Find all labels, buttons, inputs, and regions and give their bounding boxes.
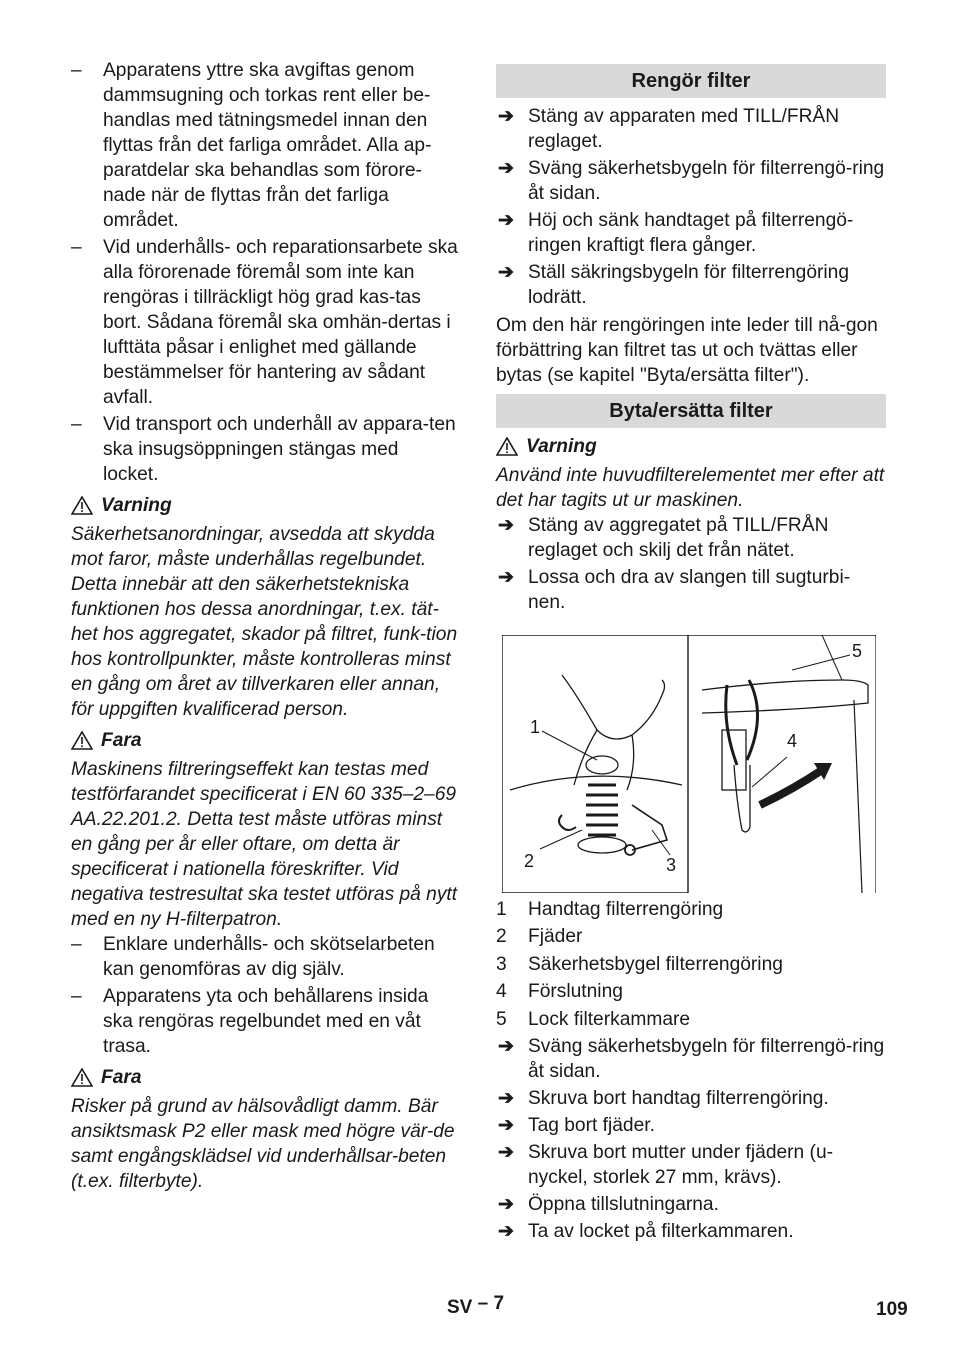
step-text: Höj och sänk handtaget på filterrengö-ringen kraftigt flera gånger. xyxy=(528,210,854,256)
step-item xyxy=(496,1140,886,1190)
warning-text-replace: Använd inte huvudfilterelementet mer efter att det har tagits ut ur maskinen. xyxy=(496,465,885,511)
list-item xyxy=(71,58,459,233)
replace-filter-steps-b xyxy=(496,1034,886,1244)
legend-item xyxy=(496,979,886,1004)
clean-filter-note: Om den här rengöringen inte leder till nå-gon förbättring kan filtret tas ut och tvättas eller bytas (se kapitel "Byta/ersätta filter"). xyxy=(496,315,878,386)
clean-filter-steps xyxy=(496,104,886,310)
danger-title-2: Fara xyxy=(101,1067,142,1088)
filter-diagram-image xyxy=(502,635,876,893)
section-heading-clean-filter: Rengör filter xyxy=(496,64,886,98)
figure-legend xyxy=(496,897,886,1032)
legend-item xyxy=(496,924,886,949)
step-text: Sväng säkerhetsbygeln för filterrengö-ring åt sidan. xyxy=(528,158,885,204)
step-text: Stäng av aggregatet på TILL/FRÅN reglaget och skilj det från nätet. xyxy=(528,515,829,561)
arrow-icon: ➔ xyxy=(498,262,515,283)
dash-bullet: – xyxy=(71,414,82,435)
legend-number: 4 xyxy=(496,981,507,1003)
step-item xyxy=(496,1192,886,1217)
arrow-icon: ➔ xyxy=(498,1220,515,1242)
left-column xyxy=(71,58,459,1194)
list-item-text: Enklare underhålls- och skötselarbeten kan genomföras av dig själv. xyxy=(103,934,435,980)
step-text: Öppna tillslutningarna. xyxy=(528,1193,719,1215)
footer-language-ref xyxy=(447,1293,505,1319)
legend-text: Fjäder xyxy=(528,926,583,948)
section-heading-replace-filter: Byta/ersätta filter xyxy=(496,394,886,428)
step-text: Lossa och dra av slangen till sugturbi-nen. xyxy=(528,567,851,613)
callout-3: 3 xyxy=(666,855,677,875)
legend-text: Handtag filterrengöring xyxy=(528,899,724,920)
maintenance-list-2 xyxy=(71,932,459,1059)
warning-triangle-icon xyxy=(71,1068,93,1087)
step-text: Skruva bort mutter under fjädern (u-nyckel, storlek 27 mm, krävs). xyxy=(528,1141,834,1188)
step-item xyxy=(496,1113,886,1138)
step-item xyxy=(496,208,886,258)
step-text: Ställ säkringsbygeln för filterrengöring lodrätt. xyxy=(528,262,850,308)
arrow-icon: ➔ xyxy=(498,1193,515,1215)
callout-1: 1 xyxy=(530,717,541,737)
arrow-icon: ➔ xyxy=(498,1035,515,1057)
callout-2: 2 xyxy=(524,851,535,871)
step-text: Tag bort fjäder. xyxy=(528,1114,655,1136)
legend-number: 2 xyxy=(496,926,507,948)
dash-bullet: – xyxy=(71,986,82,1007)
warning-title: Varning xyxy=(101,495,172,516)
dash-bullet: – xyxy=(71,934,82,955)
list-item xyxy=(71,984,459,1059)
dash-bullet: – xyxy=(71,237,82,258)
legend-item xyxy=(496,897,886,922)
list-item-text: Vid underhålls- och reparationsarbete ska alla förorenade föremål som inte kan rengöras i tillräckligt hög grad kas-tas bort. Sådana föremål ska omhän-dertas i lufttäta påsar i enlighet med gällande bestämmelser för hantering av sådant avfall. xyxy=(103,237,458,408)
step-item xyxy=(496,1086,886,1111)
right-column xyxy=(496,64,886,1246)
list-item xyxy=(71,235,459,410)
step-item xyxy=(496,1034,886,1084)
step-item xyxy=(496,513,886,563)
legend-item xyxy=(496,1007,886,1032)
step-item xyxy=(496,260,886,310)
filter-illustration xyxy=(502,635,876,893)
legend-item xyxy=(496,952,886,977)
step-item xyxy=(496,565,886,615)
danger-text: Maskinens filtreringseffekt kan testas med testförfarandet specificerat i EN 60 335–2–69 AA.22.201.2. Detta test måste utföras minst en gång per år eller oftare, om detta är specificerat i nationella föreskrifter. Vid negativa testresultat ska testet utföras på nytt med en ny H-filterpatron. xyxy=(71,759,458,930)
list-item-text: Vid transport och underhåll av appara-ten ska insugsöppningen stängas med locket. xyxy=(103,414,456,485)
legend-text: Förslutning xyxy=(528,981,623,1003)
maintenance-list-1 xyxy=(71,58,459,487)
step-text: Skruva bort handtag filterrengöring. xyxy=(528,1087,829,1109)
legend-number: 1 xyxy=(496,899,507,920)
arrow-icon: ➔ xyxy=(498,1087,515,1109)
warning-text: Säkerhetsanordningar, avsedda att skydda mot faror, måste underhållas regelbundet. Detta innebär att den säkerhetstekniska funktionen hos dessa anordningar, t.ex. tät-het hos aggregatet, skador på filtret, funk-tion hos kontrollpunkter, måste kontrolleras minst en gång om året av tillverkaren eller annan, för uppgiften kvalificerad person. xyxy=(71,524,458,720)
arrow-icon: ➔ xyxy=(498,1141,515,1163)
legend-text: Säkerhetsbygel filterrengöring xyxy=(528,953,783,975)
callout-5: 5 xyxy=(852,641,863,661)
warning-title-replace: Varning xyxy=(526,436,597,457)
dash-bullet: – xyxy=(71,60,82,81)
warning-triangle-icon xyxy=(71,731,93,750)
step-text: Ta av locket på filterkammaren. xyxy=(528,1220,794,1242)
arrow-icon: ➔ xyxy=(498,106,515,127)
list-item xyxy=(71,932,459,982)
danger-heading xyxy=(71,728,459,753)
arrow-icon: ➔ xyxy=(498,567,515,588)
footer-page-ref: – 7 xyxy=(477,1293,505,1314)
arrow-icon: ➔ xyxy=(498,1114,515,1136)
warning-heading xyxy=(71,493,459,518)
warning-triangle-icon xyxy=(71,496,93,515)
legend-number: 5 xyxy=(496,1008,507,1030)
step-item xyxy=(496,156,886,206)
arrow-icon: ➔ xyxy=(498,515,515,536)
list-item-text: Apparatens yta och behållarens insida ska rengöras regelbundet med en våt trasa. xyxy=(103,986,429,1057)
danger-text-2: Risker på grund av hälsovådligt damm. Bär ansiktsmask P2 eller mask med högre vär-de samt engångsklädsel vid underhållsar-beten (t.ex. filterbyte). xyxy=(71,1096,455,1192)
page-number: 109 xyxy=(876,1299,908,1320)
warning-heading-replace xyxy=(496,434,886,459)
step-item xyxy=(496,104,886,154)
arrow-icon: ➔ xyxy=(498,210,515,231)
step-text: Stäng av apparaten med TILL/FRÅN reglaget. xyxy=(528,106,840,152)
replace-filter-steps-a xyxy=(496,513,886,615)
list-item xyxy=(71,412,459,487)
danger-heading-2 xyxy=(71,1065,459,1090)
warning-triangle-icon xyxy=(496,437,518,456)
legend-number: 3 xyxy=(496,953,507,975)
danger-title: Fara xyxy=(101,730,142,751)
list-item-text: Apparatens yttre ska avgiftas genom dammsugning och torkas rent eller be-handlas med tätningsmedel innan den flyttas från det farliga området. Alla ap-paratdelar ska behandlas som förore-nade när de flyttas från det farliga området. xyxy=(103,60,432,231)
step-item xyxy=(496,1219,886,1244)
footer-section: SV xyxy=(447,1297,473,1318)
step-text: Sväng säkerhetsbygeln för filterrengö-ring åt sidan. xyxy=(528,1035,885,1082)
arrow-icon: ➔ xyxy=(498,158,515,179)
legend-text: Lock filterkammare xyxy=(528,1008,691,1030)
callout-4: 4 xyxy=(787,731,798,751)
